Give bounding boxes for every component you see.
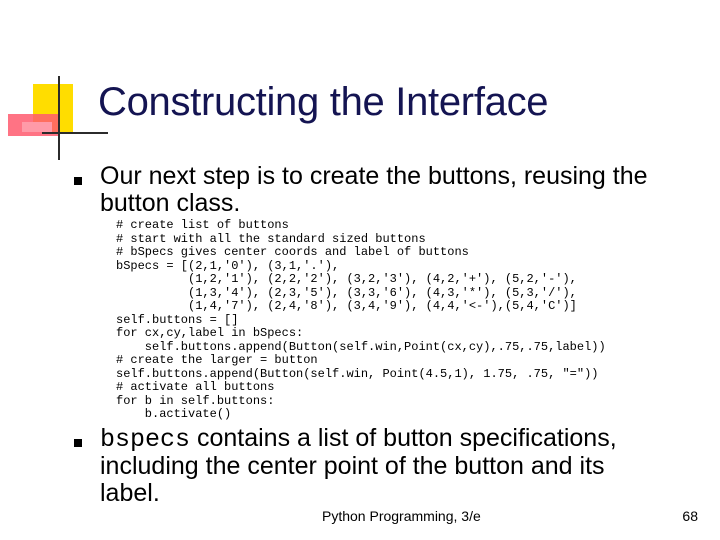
- code-line: (1,4,'7'), (2,4,'8'), (3,4,'9'), (4,4,'<-'),(5,4,'C')]: [116, 299, 577, 313]
- footer-text: Python Programming, 3/e: [322, 508, 481, 524]
- bullet-2-line-1-text: contains a list of button specifications,: [190, 424, 617, 452]
- bullet-2-line-3: label.: [100, 479, 160, 507]
- code-line: self.buttons.append(Button(self.win,Point(cx,cy),.75,.75,label)): [116, 339, 606, 354]
- slide-logo-decoration: [8, 70, 108, 165]
- code-line: bSpecs = [(2,1,'0'), (3,1,'.'),: [116, 258, 340, 273]
- bullet-1-text: Our next step is to create the buttons, reusing the button class.: [100, 162, 648, 217]
- bullet-2-line-2: including the center point of the button and its: [100, 452, 605, 480]
- code-line: # start with all the standard sized buttons: [116, 231, 426, 246]
- code-line: # bSpecs gives center coords and label of buttons: [116, 245, 469, 259]
- code-line: for b in self.buttons:: [116, 393, 275, 408]
- code-block: [116, 219, 606, 422]
- logo-pink-block: [22, 122, 52, 132]
- slide-title: Constructing the Interface: [98, 80, 549, 124]
- code-line: # create the larger = button: [116, 353, 318, 367]
- code-line: # create list of buttons: [116, 218, 289, 232]
- page-number: 68: [682, 508, 698, 524]
- code-line: # activate all buttons: [116, 380, 275, 394]
- bullet-marker-1: [74, 177, 82, 185]
- code-line: for cx,cy,label in bSpecs:: [116, 326, 304, 340]
- code-line: self.buttons.append(Button(self.win, Point(4.5,1), 1.75, .75, "=")): [116, 366, 599, 381]
- code-line: (1,2,'1'), (2,2,'2'), (3,2,'3'), (4,2,'+'), (5,2,'-'),: [116, 272, 577, 286]
- bullet-marker-2: [74, 439, 82, 447]
- code-line: (1,3,'4'), (2,3,'5'), (3,3,'6'), (4,3,'*'), (5,3,'/'),: [116, 285, 577, 300]
- bspecs-code-word: bspecs: [100, 425, 191, 454]
- bullet-2-text: [100, 425, 617, 507]
- bullet-2-line-1: [100, 425, 617, 453]
- code-line: self.buttons = []: [116, 312, 239, 327]
- code-line: b.activate(): [116, 407, 232, 421]
